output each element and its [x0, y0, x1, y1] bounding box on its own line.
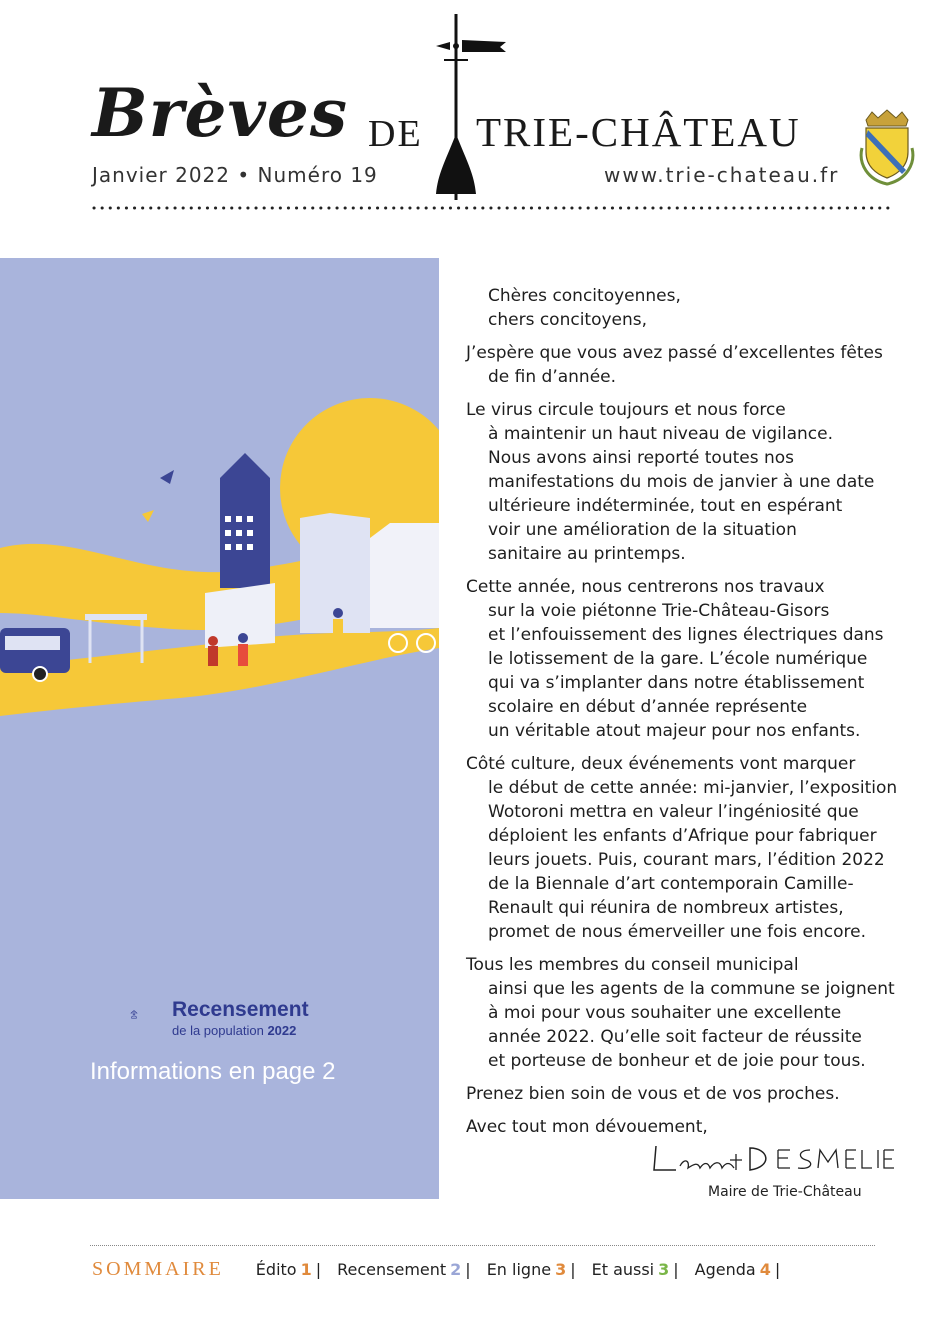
- toc-separator: |: [774, 1260, 781, 1279]
- editorial-line: leurs jouets. Puis, courant mars, l’édition 2022: [488, 850, 885, 870]
- editorial-line: J’espère que vous avez passé d’excellentes fêtes: [466, 343, 883, 363]
- editorial-line: sanitaire au printemps.: [488, 544, 686, 564]
- mayor-signature: [650, 1140, 900, 1180]
- house-person-icon: [130, 992, 170, 1038]
- editorial-paragraph: [466, 575, 916, 743]
- village-illustration: [0, 398, 439, 738]
- title-town: TRIE-CHÂTEAU: [476, 109, 801, 155]
- header-dotted-rule: [92, 205, 892, 211]
- editorial-line: Renault qui réunira de nombreux artistes,: [488, 898, 844, 918]
- editorial-line: Tous les membres du conseil municipal: [466, 955, 799, 975]
- editorial-paragraph: [466, 398, 916, 566]
- editorial-line: à moi pour vous souhaiter une excellente: [488, 1003, 842, 1023]
- toc-item-label: Édito: [255, 1260, 297, 1279]
- editorial-line: scolaire en début d’année représente: [488, 697, 808, 717]
- toc-item-en-ligne[interactable]: [487, 1260, 567, 1279]
- editorial-line: Avec tout mon dévouement,: [466, 1117, 708, 1137]
- editorial-line: Chères concitoyennes,: [488, 286, 681, 306]
- table-of-contents: [92, 1258, 796, 1282]
- editorial-line: sur la voie piétonne Trie-Château-Gisors: [488, 601, 830, 621]
- editorial: [466, 284, 916, 1148]
- editorial-line: le lotissement de la gare. L’école numérique: [488, 649, 868, 669]
- editorial-line: ultérieure indéterminée, tout en espérant: [488, 496, 843, 516]
- toc-item-label: Et aussi: [591, 1260, 655, 1279]
- toc-separator: |: [673, 1260, 679, 1279]
- editorial-line: et porteuse de bonheur et de joie pour tous.: [488, 1051, 866, 1071]
- toc-page-number: 3: [555, 1260, 567, 1279]
- toc-item-édito[interactable]: [256, 1260, 312, 1279]
- editorial-line: chers concitoyens,: [488, 310, 648, 330]
- editorial-line: Nous avons ainsi reporté toutes nos: [488, 448, 795, 468]
- toc-separator: |: [570, 1260, 576, 1279]
- editorial-line: Côté culture, deux événements vont marquer: [466, 754, 856, 774]
- editorial-line: Le virus circule toujours et nous force: [466, 400, 786, 420]
- editorial-line: de fin d’année.: [488, 367, 617, 387]
- footer-dotted-rule: [90, 1245, 875, 1246]
- editorial-paragraph: [466, 1115, 916, 1139]
- editorial-line: Prenez bien soin de vous et de vos proches.: [466, 1084, 840, 1104]
- toc-page-number: 3: [658, 1260, 670, 1279]
- title-de: DE: [368, 113, 423, 155]
- toc-item-label: Recensement: [337, 1260, 447, 1279]
- editorial-line: qui va s’implanter dans notre établissement: [488, 673, 865, 693]
- editorial-line: déploient les enfants d’Afrique pour fabriquer: [488, 826, 877, 846]
- toc-item-recensement[interactable]: [337, 1260, 461, 1279]
- editorial-paragraph: [466, 284, 916, 332]
- toc-page-number: 4: [759, 1260, 771, 1279]
- census-subtitle-text: de la population: [172, 1023, 264, 1038]
- editorial-line: de la Biennale d’art contemporain Camille-: [488, 874, 854, 894]
- toc-page-number: 1: [300, 1260, 312, 1279]
- toc-separator: |: [465, 1260, 471, 1279]
- editorial-paragraph: [466, 1082, 916, 1106]
- editorial-paragraph: [466, 341, 916, 389]
- census-info-link[interactable]: Informations en page 2: [90, 1058, 336, 1085]
- editorial-paragraph: [466, 953, 916, 1073]
- census-panel: [0, 258, 439, 1199]
- website-url[interactable]: www.trie-chateau.fr: [604, 163, 840, 187]
- toc-label: SOMMAIRE: [92, 1258, 224, 1280]
- toc-page-number: 2: [450, 1260, 462, 1279]
- toc-item-label: En ligne: [486, 1260, 552, 1279]
- editorial-line: et l’enfouissement des lignes électriques dans: [488, 625, 884, 645]
- mayor-title: Maire de Trie-Château: [708, 1184, 862, 1200]
- census-subtitle: [172, 1023, 296, 1038]
- editorial-line: Cette année, nous centrerons nos travaux: [466, 577, 825, 597]
- title-breves: Brèves: [92, 74, 349, 152]
- masthead: [0, 0, 948, 220]
- editorial-line: année 2022. Qu’elle soit facteur de réussite: [488, 1027, 862, 1047]
- editorial-line: ainsi que les agents de la commune se joignent: [488, 979, 895, 999]
- toc-item-et-aussi[interactable]: [592, 1260, 670, 1279]
- editorial-line: le début de cette année: mi-janvier, l’exposition: [488, 778, 898, 798]
- census-year: 2022: [267, 1023, 297, 1038]
- editorial-paragraph: [466, 752, 916, 944]
- editorial-line: Wotoroni mettra en valeur l’ingéniosité que: [488, 802, 859, 822]
- editorial-line: promet de nous émerveiller une fois encore.: [488, 922, 867, 942]
- toc-separator: |: [315, 1260, 322, 1279]
- editorial-line: à maintenir un haut niveau de vigilance.: [488, 424, 833, 444]
- coat-of-arms-icon: [858, 108, 916, 188]
- editorial-line: un véritable atout majeur pour nos enfants.: [488, 721, 861, 741]
- toc-item-label: Agenda: [694, 1260, 756, 1279]
- editorial-line: voir une amélioration de la situation: [488, 520, 797, 540]
- weathervane-icon: [428, 14, 518, 200]
- census-title: Recensement: [172, 998, 309, 1021]
- toc-item-agenda[interactable]: [695, 1260, 771, 1279]
- editorial-line: manifestations du mois de janvier à une date: [488, 472, 875, 492]
- issue-info: Janvier 2022 • Numéro 19: [92, 163, 378, 187]
